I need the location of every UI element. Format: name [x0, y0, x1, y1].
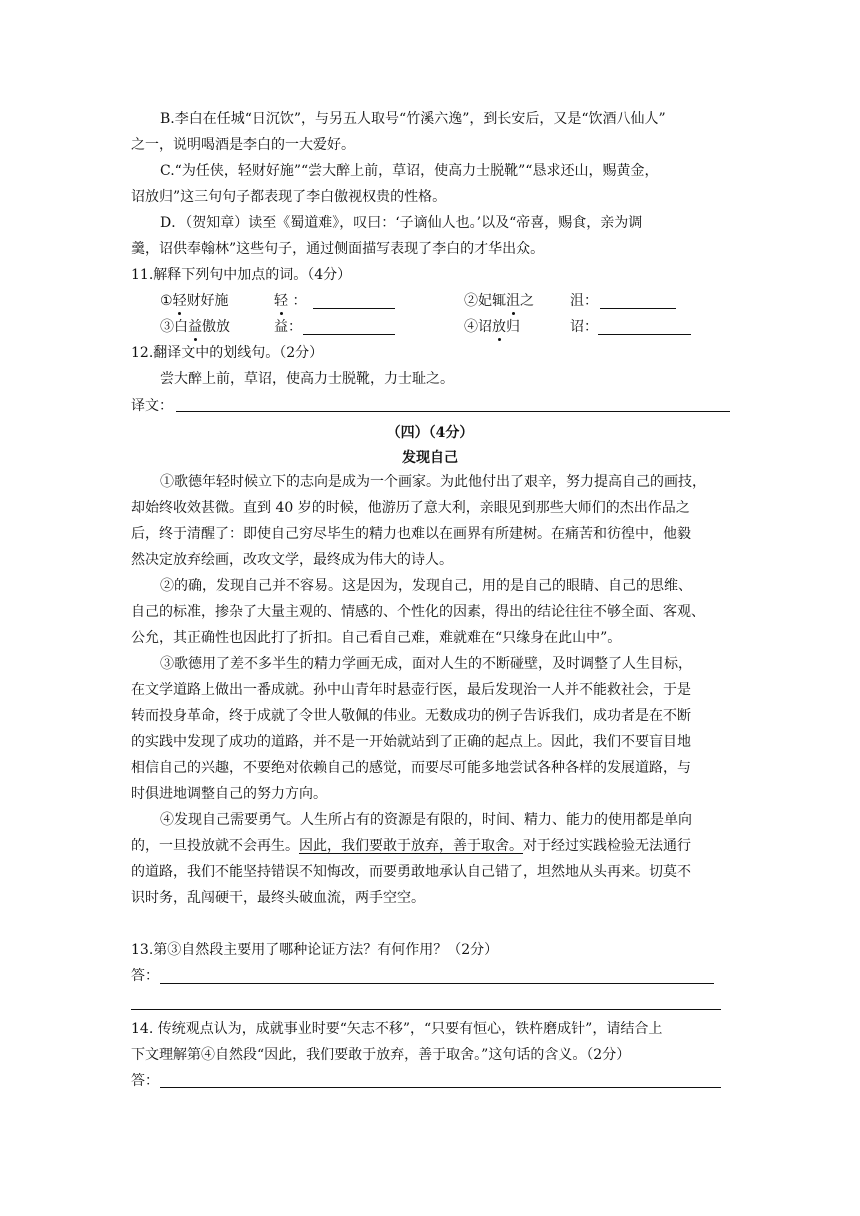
- q13-answer-label: 答：: [131, 968, 159, 984]
- passage-p2-line1: ②的确，发现自己并不容易。这是因为，发现自己，用的是自己的眼睛、自己的思维、: [160, 578, 692, 594]
- passage-p1-line3: 后，终于清醒了：即使自己穷尽毕生的精力也难以在画界有所建树。在痛苦和彷徨中，他毅: [131, 526, 691, 542]
- passage-p4-line3: 的道路，我们不能坚持错误不知悔改，而要勇敢地承认自己错了，坦然地从头再来。切莫不: [131, 864, 691, 880]
- passage-p1-line1: ①歌德年轻时候立下的志向是成为一个画家。为此他付出了艰辛，努力提高自己的画技，: [160, 474, 706, 490]
- passage-p3-line6: 时俱进地调整自己的努力方向。: [131, 786, 327, 802]
- q10-option-c-line2: 诏放归”这三句句子都表现了李白傲视权贵的性格。: [131, 189, 447, 205]
- q14-prompt-line2: 下文理解第④自然段“因此，我们要敢于放弃，善于取舍。”这句话的含义。（2分）: [131, 1047, 631, 1063]
- q12-sentence: 尝大醉上前，草诏，使高力士脱靴，力士耻之。: [160, 371, 454, 387]
- passage-p4-line4: 识时务，乱闯硬干，最终头破血流，两手空空。: [131, 890, 425, 906]
- q10-option-d-line1: D．（贺知章）读至《蜀道难》，叹曰：‘子谪仙人也。’以及“帝喜，赐食，亲为调: [160, 215, 643, 231]
- q11-item-3-blank[interactable]: [303, 334, 395, 335]
- passage-p3-line1: ③歌德用了差不多半生的精力学画无成，面对人生的不断碰壁，及时调整了人生目标，: [160, 656, 692, 672]
- passage-p3-line4: 的实践中发现了成功的道路，并不是一开始就站到了正确的起点上。因此，我们不要盲目地: [131, 734, 691, 750]
- passage-p1-line2: 却始终收效甚微。直到 40 岁的时候，他游历了意大利，亲眼见到那些大师们的杰出作品之: [131, 500, 690, 516]
- q11-item-3-answer: 益：: [274, 319, 302, 335]
- q10-option-b-line2: 之一，说明喝酒是李白的一大爱好。: [131, 137, 355, 153]
- q14-prompt-line1: 14. 传统观点认为，成就事业时要“矢志不移”，“只要有恒心，铁杵磨成针”，请结合上: [131, 1021, 663, 1037]
- q11-item-4: ④诏放归: [464, 319, 520, 335]
- q11-item-4-blank[interactable]: [598, 334, 691, 335]
- q11-item-4-answer: 诏：: [570, 319, 598, 335]
- q11-item-1: ①轻财好施: [160, 293, 229, 309]
- passage-p4-line2: 的，一旦投放就不会再生。因此，我们要敢于放弃，善于取舍。对于经过实践检验无法通行: [131, 838, 691, 854]
- q13-answer-line-1[interactable]: [160, 983, 714, 984]
- q11-item-2-blank[interactable]: [600, 308, 676, 309]
- section-heading: （四）（4分）: [386, 425, 474, 441]
- passage-p3-line3: 转而投身革命，终于成就了令世人敬佩的伟业。无数成功的例子告诉我们，成功者是在不断: [131, 708, 691, 724]
- q11-prompt: 11.解释下列句中加点的词。（4分）: [131, 267, 352, 283]
- q12-answer-label: 译文：: [131, 398, 173, 414]
- dotted-char: 放: [492, 319, 506, 335]
- passage-p2-line3: 公允，其正确性也因此打了折扣。自己看自己难，难就难在“只缘身在此山中”。: [131, 630, 622, 646]
- q12-prompt: 12.翻译文中的划线句。（2分）: [131, 345, 324, 361]
- q10-option-c-line1: C.“为任侠，轻财好施”“尝大醉上前，草诏，使高力士脱靴”“恳求还山，赐黄金，: [160, 163, 659, 179]
- passage-title: 发现自己: [402, 450, 458, 466]
- underlined-key-sentence: 因此，我们要敢于放弃，善于取舍。: [299, 838, 523, 854]
- q11-item-1-answer: 轻 ：: [274, 293, 307, 309]
- dotted-char: 沮: [506, 293, 520, 309]
- q11-item-2: ②妃辄沮之: [464, 293, 534, 309]
- passage-p3-line5: 相信自己的兴趣，不要绝对依赖自己的感觉，而要尽可能多地尝试各种各样的发展道路，与: [131, 760, 691, 776]
- dotted-char: 益: [188, 319, 202, 335]
- passage-p1-line4: 然决定放弃绘画，改攻文学，最终成为伟大的诗人。: [131, 552, 453, 568]
- q11-item-1-blank[interactable]: [313, 308, 395, 309]
- q13-prompt: 13.第③自然段主要用了哪种论证方法？有何作用？（2分）: [131, 942, 499, 958]
- passage-p3-line2: 在文学道路上做出一番成就。孙中山青年时悬壶行医，最后发现治一人并不能救社会，于是: [131, 682, 691, 698]
- q14-answer-line[interactable]: [160, 1087, 721, 1088]
- passage-p4-line1: ④发现自己需要勇气。人生所占有的资源是有限的，时间、精力、能力的使用都是单向: [160, 812, 692, 828]
- q10-option-d-line2: 羹，诏供奉翰林”这些句子，通过侧面描写表现了李白的才华出众。: [131, 241, 545, 257]
- passage-p2-line2: 自己的标准，掺杂了大量主观的、情感的、个性化的因素，得出的结论往往不够全面、客观、: [131, 604, 705, 620]
- q14-answer-label: 答：: [131, 1073, 159, 1089]
- q13-answer-line-2[interactable]: [131, 1009, 721, 1010]
- q11-item-2-answer: 沮：: [570, 293, 598, 309]
- q11-item-3: ③白益傲放: [160, 319, 230, 335]
- q12-answer-line[interactable]: [176, 411, 730, 412]
- q10-option-b-line1: B.李白在任城“日沉饮”，与另五人取号“竹溪六逸”，到长安后，又是“饮酒八仙人”: [160, 111, 666, 127]
- dotted-char: 轻: [172, 293, 187, 309]
